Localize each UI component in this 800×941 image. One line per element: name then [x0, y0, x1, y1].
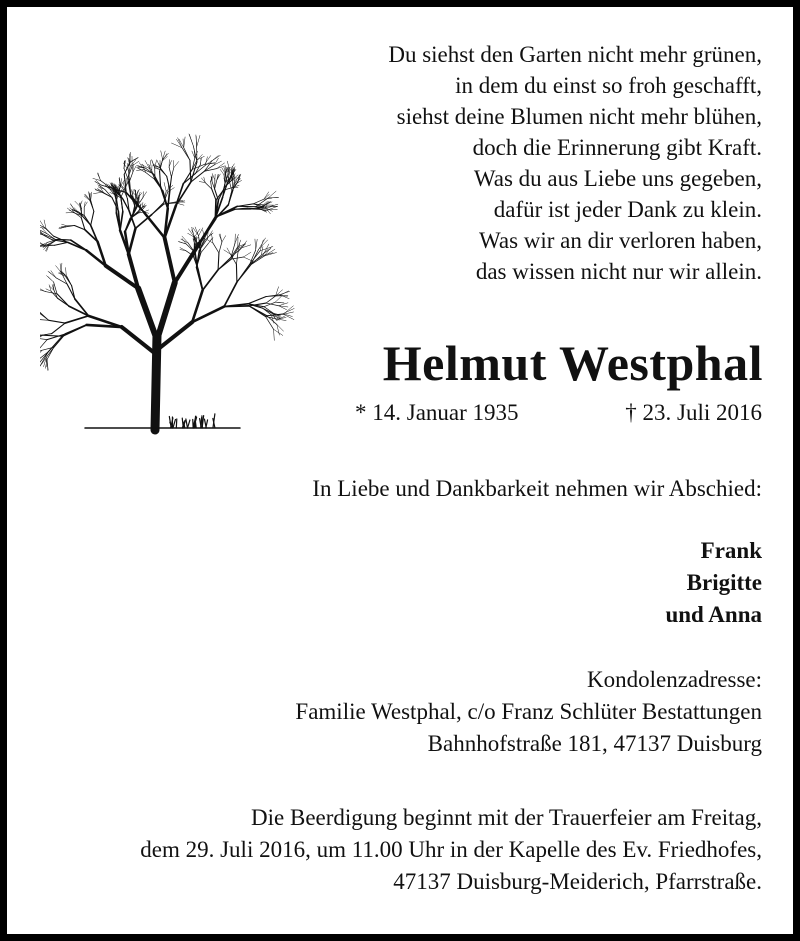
poem-line: Du siehst den Garten nicht mehr grünen,: [388, 42, 762, 67]
birth-date: * 14. Januar 1935: [355, 400, 519, 425]
poem-line: in dem du einst so froh geschafft,: [455, 73, 762, 98]
mourner-name: Brigitte: [686, 570, 762, 595]
mourner-name: Frank: [700, 538, 762, 563]
poem-line: dafür ist jeder Dank zu klein.: [493, 197, 762, 222]
condolence-line: Familie Westphal, c/o Franz Schlüter Bestattungen: [295, 699, 762, 724]
poem-line: siehst deine Blumen nicht mehr blühen,: [396, 104, 762, 129]
condolence-line: Kondolenzadresse:: [587, 667, 762, 692]
condolence-line: Bahnhofstraße 181, 47137 Duisburg: [427, 731, 762, 756]
funeral-line: 47137 Duisburg-Meiderich, Pfarrstraße.: [393, 869, 762, 894]
mourner-name: und Anna: [665, 602, 762, 627]
poem-line: das wissen nicht nur wir allein.: [475, 259, 762, 284]
farewell-text: In Liebe und Dankbarkeit nehmen wir Abschied:: [312, 476, 762, 501]
poem-line: doch die Erinnerung gibt Kraft.: [472, 135, 762, 160]
funeral-line: Die Beerdigung beginnt mit der Trauerfeier am Freitag,: [251, 805, 762, 830]
death-date: † 23. Juli 2016: [625, 400, 762, 425]
funeral-line: dem 29. Juli 2016, um 11.00 Uhr in der Kapelle des Ev. Friedhofes,: [140, 837, 762, 862]
poem-line: Was du aus Liebe uns gegeben,: [473, 166, 762, 191]
deceased-name: Helmut Westphal: [382, 335, 763, 391]
poem-line: Was wir an dir verloren haben,: [479, 228, 762, 253]
tree-illustration: [40, 95, 300, 440]
